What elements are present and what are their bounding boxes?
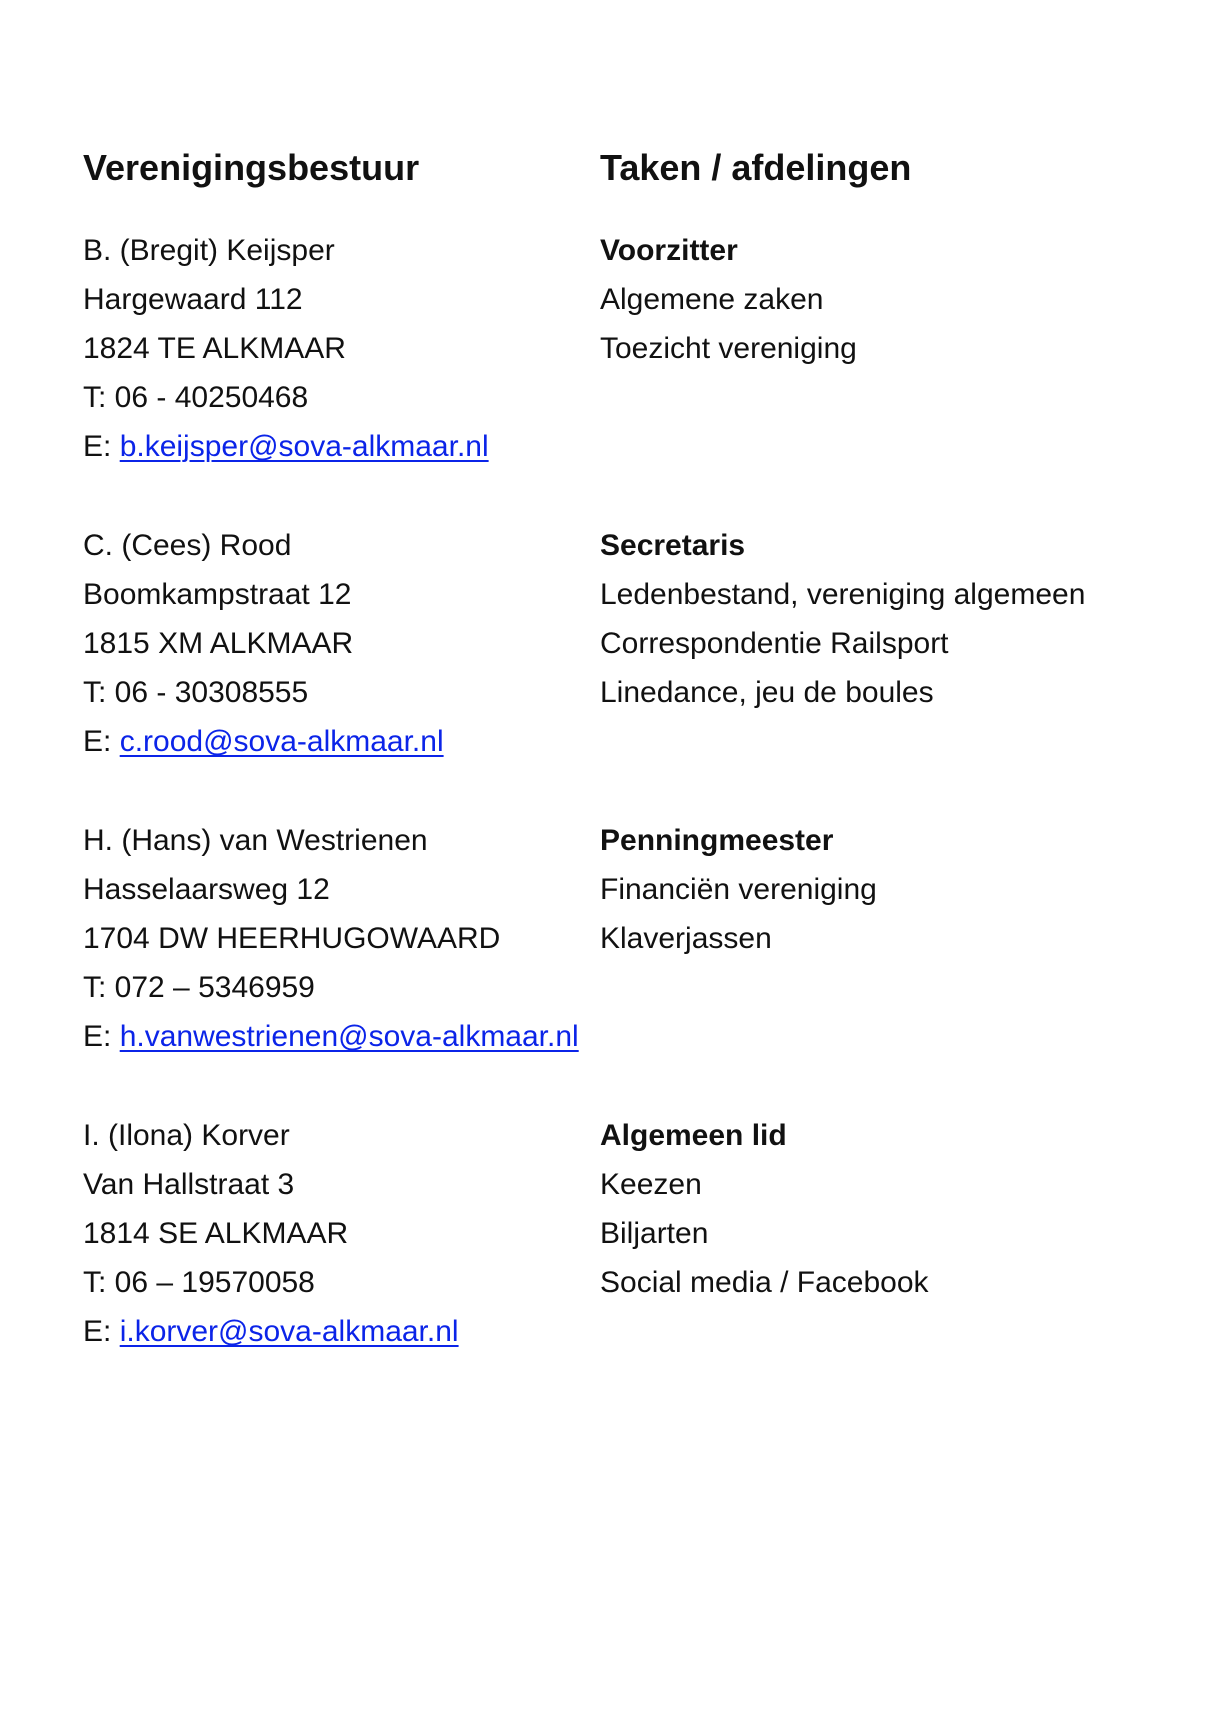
email-prefix: E: (83, 1020, 120, 1053)
member-phone: T: 06 - 30308555 (83, 676, 309, 709)
member-address: Van Hallstraat 3 (83, 1168, 295, 1201)
task-item: Financiën vereniging (600, 873, 877, 906)
board-heading: Verenigingsbestuur (83, 147, 420, 188)
task-item: Correspondentie Railsport (600, 627, 949, 660)
task-item: Algemene zaken (600, 283, 824, 316)
member-postal-city: 1814 SE ALKMAAR (83, 1217, 349, 1250)
member-phone: T: 06 – 19570058 (83, 1266, 315, 1299)
email-prefix: E: (83, 725, 120, 758)
member-email-line (83, 1307, 459, 1356)
member-role: Secretaris (600, 529, 746, 562)
member-email-line (83, 717, 444, 766)
board-member-2 (0, 521, 1218, 781)
member-address: Boomkampstraat 12 (83, 578, 352, 611)
member-role: Penningmeester (600, 824, 834, 857)
member-contact (83, 521, 444, 766)
email-prefix: E: (83, 1315, 120, 1348)
task-item: Keezen (600, 1168, 702, 1201)
email-link[interactable]: h.vanwestrienen@sova-alkmaar.nl (119, 1020, 579, 1053)
email-link[interactable]: i.korver@sova-alkmaar.nl (119, 1315, 459, 1348)
member-phone: T: 06 - 40250468 (83, 381, 309, 414)
member-address: Hargewaard 112 (83, 283, 303, 316)
member-name: B. (Bregit) Keijsper (83, 234, 335, 267)
email-link[interactable]: c.rood@sova-alkmaar.nl (119, 725, 444, 758)
member-postal-city: 1824 TE ALKMAAR (83, 332, 346, 365)
member-tasks (600, 521, 1085, 717)
member-email-line (83, 422, 489, 471)
member-phone: T: 072 – 5346959 (83, 971, 315, 1004)
task-item: Klaverjassen (600, 922, 772, 955)
member-role: Voorzitter (600, 234, 738, 267)
task-item: Social media / Facebook (600, 1266, 929, 1299)
email-link[interactable]: b.keijsper@sova-alkmaar.nl (119, 430, 489, 463)
member-postal-city: 1704 DW HEERHUGOWAARD (83, 922, 501, 955)
member-name: I. (Ilona) Korver (83, 1119, 290, 1152)
member-role: Algemeen lid (600, 1119, 787, 1152)
task-item: Toezicht vereniging (600, 332, 857, 365)
member-contact (83, 1111, 459, 1356)
board-member-1 (0, 226, 1218, 486)
task-item: Ledenbestand, vereniging algemeen (600, 578, 1086, 611)
member-tasks (600, 816, 877, 963)
member-name: C. (Cees) Rood (83, 529, 292, 562)
task-item: Biljarten (600, 1217, 709, 1250)
member-contact (83, 816, 579, 1061)
member-tasks (600, 1111, 929, 1307)
tasks-heading: Taken / afdelingen (600, 147, 912, 188)
member-postal-city: 1815 XM ALKMAAR (83, 627, 354, 660)
member-address: Hasselaarsweg 12 (83, 873, 330, 906)
task-item: Linedance, jeu de boules (600, 676, 934, 709)
member-contact (83, 226, 489, 471)
member-name: H. (Hans) van Westrienen (83, 824, 428, 857)
member-tasks (600, 226, 857, 373)
board-member-3 (0, 816, 1218, 1076)
board-member-4 (0, 1111, 1218, 1371)
email-prefix: E: (83, 430, 120, 463)
member-email-line (83, 1012, 579, 1061)
